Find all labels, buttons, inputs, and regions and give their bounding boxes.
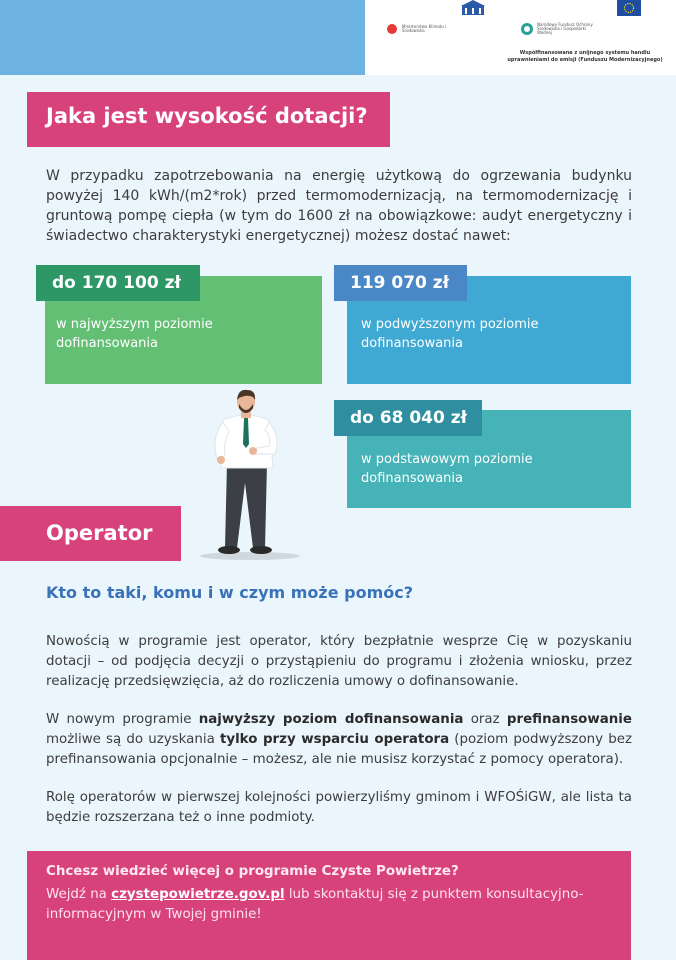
operator-subheading: Kto to taki, komu i w czym może pomóc?	[46, 583, 414, 602]
building-logo-icon	[461, 0, 485, 16]
page-title: Jaka jest wysokość dotacji?	[46, 104, 368, 128]
amount-basic: do 68 040 zł	[334, 400, 482, 436]
website-link[interactable]: czystepowietrze.gov.pl	[111, 887, 285, 902]
wfos-logo-text: Narodowy Fundusz Ochrony Środowiska i Gospodarki Wodnej	[537, 22, 593, 35]
para2-text-2: oraz	[463, 712, 507, 727]
label-increased: w podwyższonym poziomie dofinansowania	[361, 317, 539, 351]
ministry-logo	[385, 20, 452, 38]
para2-bold-1: najwyższy poziom dofinansowania	[198, 712, 464, 727]
operator-paragraph-3: Rolę operatorów w pierwszej kolejności powierzyliśmy gminom i WFOŚiGW, ale lista ta będzie rozszerzana też o inne podmioty.	[46, 790, 632, 825]
footer-contact	[46, 885, 606, 925]
para2-text-1: W nowym programie	[46, 712, 199, 727]
cofunding-line-1: Współfinansowane z unijnego systemu handlu	[519, 50, 651, 56]
label-highest: w najwyższym poziomie dofinansowania	[56, 317, 213, 351]
ministry-emblem-icon	[385, 22, 399, 36]
ministry-logo-text: Ministerstwo Klimatu i Środowiska	[402, 24, 447, 33]
operator-paragraph-2	[46, 710, 632, 770]
footer-pre-link: Wejdź na	[46, 887, 112, 902]
cofunding-note	[470, 50, 676, 64]
para2-text-4: (poziom podwyższony bez prefinansowania opcjonalnie – możesz, ale nie musisz korzystać z pomocy operatora).	[46, 732, 632, 767]
para2-bold-2: prefinansowanie	[506, 712, 632, 727]
amount-increased: 119 070 zł	[334, 265, 467, 301]
cofunding-line-2: uprawnieniami do emisji (Funduszu Modernizacyjnego)	[507, 57, 663, 63]
header-blue-band	[0, 0, 365, 75]
leaf-logo-icon	[520, 22, 534, 36]
footer-post-link: lub skontaktuj się z punktem konsultacyjno-informacyjnym w Twojej gminie!	[46, 887, 584, 922]
intro-paragraph: W przypadku zapotrzebowania na energię użytkową do ogrzewania budynku powyżej 140 kWh/(m2*rok) przed termomodernizacją, na termomodernizację i gruntową pompę ciepła (w tym do 1600 zł na obowiązkowe: audyt energetyczny i świadectwo charakterystyki energetycznej) możesz dostać nawet:	[46, 168, 632, 244]
para2-bold-3: tylko przy wsparciu operatora	[219, 732, 450, 747]
operator-heading: Operator	[46, 521, 153, 545]
eu-flag-icon	[617, 0, 641, 16]
footer-question: Chcesz wiedzieć więcej o programie Czyste Powietrze?	[46, 864, 459, 879]
label-basic: w podstawowym poziomie dofinansowania	[361, 452, 533, 486]
wfos-logo	[520, 20, 602, 38]
para2-text-3: możliwe są do uzyskania	[46, 732, 220, 747]
operator-paragraph-1: Nowością w programie jest operator, który bezpłatnie wesprze Cię w pozyskaniu dotacji – od podjęcia decyzji o przystąpieniu do programu i złożenia wniosku, przez realizację przedsięwzięcia, aż do rozliczenia umowy o dofinansowanie.	[46, 634, 632, 689]
amount-highest: do 170 100 zł	[36, 265, 200, 301]
man-standing-icon	[195, 388, 305, 563]
